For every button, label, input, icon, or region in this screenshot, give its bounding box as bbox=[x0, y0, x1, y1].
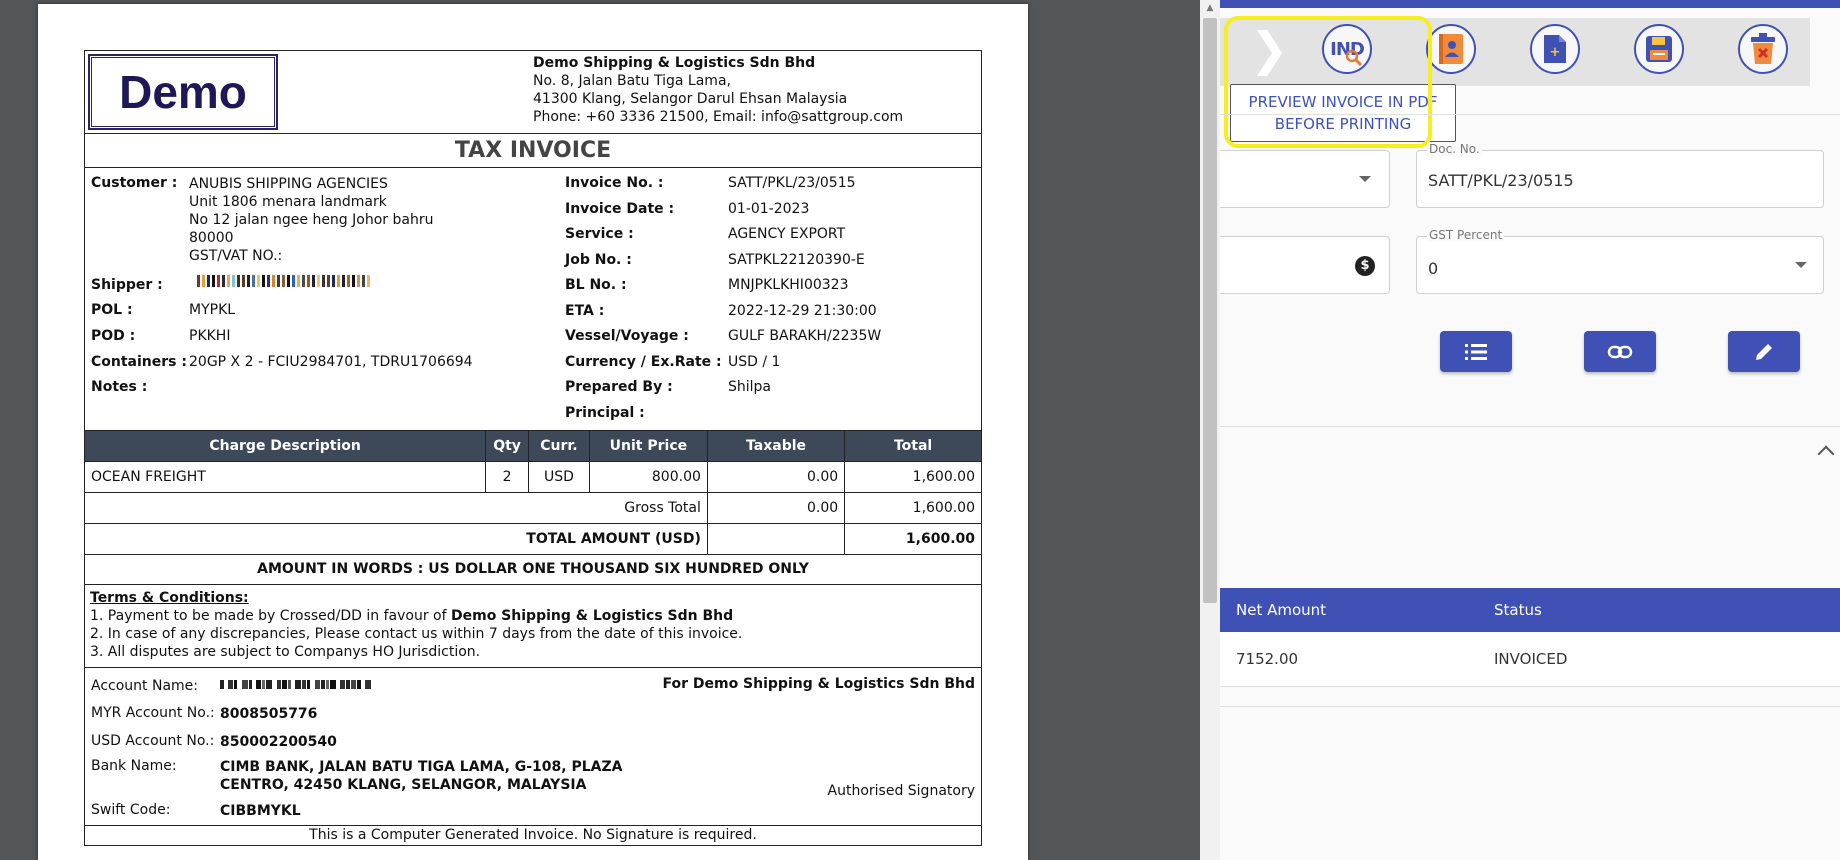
column-header: Total bbox=[845, 431, 981, 462]
svg-text:+: + bbox=[1549, 45, 1561, 60]
invoice-no-label: Invoice No. : bbox=[565, 175, 664, 191]
link-button[interactable] bbox=[1584, 331, 1656, 372]
doc-no-field[interactable] bbox=[1416, 142, 1824, 208]
total-amount-value: 1,600.00 bbox=[845, 524, 981, 555]
swift-code-label: Swift Code: bbox=[91, 802, 171, 818]
pol-label: POL : bbox=[91, 302, 133, 318]
customer-line: ANUBIS SHIPPING AGENCIES bbox=[189, 176, 388, 192]
gst-percent-label: GST Percent bbox=[1429, 228, 1503, 242]
principal-label: Principal : bbox=[565, 405, 645, 421]
edit-button[interactable] bbox=[1728, 331, 1800, 372]
column-header: Curr. bbox=[528, 431, 589, 462]
terms-line-company: Demo Shipping & Logistics Sdn Bhd bbox=[451, 608, 734, 624]
doc-no-value: SATT/PKL/23/0515 bbox=[1428, 171, 1574, 190]
status-cell: INVOICED bbox=[1494, 650, 1568, 668]
charge-total: 1,600.00 bbox=[845, 462, 981, 493]
terms-and-conditions bbox=[85, 585, 981, 668]
new-file-icon bbox=[1542, 33, 1568, 65]
eta-value: 2022-12-29 21:30:00 bbox=[728, 303, 877, 319]
pdf-page bbox=[38, 4, 1028, 860]
prepared-by-label: Prepared By : bbox=[565, 379, 673, 395]
shipper-redacted bbox=[197, 275, 370, 287]
scroll-up-arrow-icon[interactable]: ▲ bbox=[1206, 3, 1214, 13]
invoice-details bbox=[85, 168, 981, 431]
job-no-value: SATPKL22120390-E bbox=[728, 252, 865, 268]
divider bbox=[1220, 706, 1840, 707]
dropdown-arrow-icon bbox=[1359, 176, 1371, 182]
highlight-annotation bbox=[1224, 16, 1432, 148]
customer-line: GST/VAT NO.: bbox=[189, 248, 283, 264]
charge-unit-price: 800.00 bbox=[589, 462, 707, 493]
invoice-app-pane bbox=[1220, 0, 1840, 860]
gross-total-row bbox=[85, 493, 981, 524]
job-no-label: Job No. : bbox=[565, 252, 632, 268]
company-name: Demo Shipping & Logistics Sdn Bhd bbox=[533, 55, 816, 71]
new-document-button[interactable] bbox=[1530, 24, 1580, 74]
bank-details bbox=[85, 668, 981, 826]
gross-total: 1,600.00 bbox=[845, 493, 981, 524]
pdf-scrollbar[interactable] bbox=[1200, 0, 1220, 860]
vessel-voyage-value: GULF BARAKH/2235W bbox=[728, 328, 882, 344]
eta-label: ETA : bbox=[565, 303, 605, 319]
account-name-label: Account Name: bbox=[91, 678, 198, 694]
notes-label: Notes : bbox=[91, 379, 148, 395]
swift-code-value: CIBBMYKL bbox=[220, 803, 301, 819]
gross-total-label: Gross Total bbox=[85, 493, 707, 524]
gst-percent-value: 0 bbox=[1428, 259, 1439, 278]
results-table-header bbox=[1220, 588, 1840, 632]
pencil-icon bbox=[1753, 341, 1775, 363]
tooltip-line: PREVIEW INVOICE IN PDF bbox=[1248, 93, 1438, 111]
authorised-signatory: Authorised Signatory bbox=[827, 783, 975, 799]
dollar-icon: $ bbox=[1355, 256, 1375, 276]
bl-no-label: BL No. : bbox=[565, 277, 627, 293]
customer-value bbox=[189, 175, 433, 265]
gst-percent-select[interactable] bbox=[1416, 228, 1824, 294]
invoice-title: TAX INVOICE bbox=[85, 134, 981, 168]
doc-no-label: Doc. No. bbox=[1429, 142, 1480, 156]
ind-label: IND bbox=[1330, 38, 1364, 60]
bank-name-line: CIMB BANK, JALAN BATU TIGA LAMA, G-108, PLAZA bbox=[220, 759, 623, 775]
total-empty-cell bbox=[707, 524, 844, 555]
chevron-right-icon[interactable]: ❯ bbox=[1250, 22, 1289, 76]
pol-value: MYPKL bbox=[189, 302, 236, 318]
terms-title: Terms & Conditions: bbox=[90, 590, 249, 606]
service-label: Service : bbox=[565, 226, 634, 242]
delete-button[interactable] bbox=[1738, 24, 1788, 74]
customer-line: Unit 1806 menara landmark bbox=[189, 194, 387, 210]
charge-description: OCEAN FREIGHT bbox=[85, 462, 486, 493]
divider bbox=[1220, 426, 1840, 427]
column-header: Unit Price bbox=[589, 431, 707, 462]
bank-name-line: CENTRO, 42450 KLANG, SELANGOR, MALAYSIA bbox=[220, 777, 587, 793]
net-amount-cell: 7152.00 bbox=[1236, 650, 1299, 668]
shipper-label: Shipper : bbox=[91, 277, 163, 293]
contact-book-icon bbox=[1436, 32, 1466, 66]
total-amount-row bbox=[85, 524, 981, 555]
list-button[interactable] bbox=[1440, 331, 1512, 372]
gross-taxable: 0.00 bbox=[707, 493, 844, 524]
save-button[interactable] bbox=[1634, 24, 1684, 74]
amount-field[interactable] bbox=[1220, 236, 1390, 294]
app-top-bar bbox=[1220, 0, 1840, 8]
customer-line: No 12 jalan ngee heng Johor bahru bbox=[189, 212, 434, 228]
charge-qty: 2 bbox=[486, 462, 529, 493]
invoice-header bbox=[85, 51, 981, 134]
prepared-by-value: Shilpa bbox=[728, 379, 772, 395]
currency-label: Currency / Ex.Rate : bbox=[565, 354, 722, 370]
pod-label: POD : bbox=[91, 328, 136, 344]
terms-line bbox=[90, 607, 976, 625]
bank-name-value bbox=[220, 758, 622, 794]
list-icon bbox=[1464, 342, 1488, 362]
for-company: For Demo Shipping & Logistics Sdn Bhd bbox=[662, 676, 975, 692]
charge-row bbox=[85, 462, 981, 493]
customer-label: Customer : bbox=[91, 175, 178, 191]
company-logo: Demo bbox=[88, 54, 278, 130]
invoice-date-label: Invoice Date : bbox=[565, 201, 675, 217]
usd-account-label: USD Account No.: bbox=[91, 733, 215, 749]
account-name-redacted bbox=[220, 680, 371, 689]
column-header: Status bbox=[1494, 601, 1542, 619]
company-address-line: 41300 Klang, Selangor Darul Ehsan Malaysia bbox=[533, 91, 848, 107]
save-disk-icon bbox=[1644, 34, 1674, 64]
containers-value: 20GP X 2 - FCIU2984701, TDRU1706694 bbox=[189, 354, 473, 370]
pod-value: PKKHI bbox=[189, 328, 231, 344]
company-address-block bbox=[533, 54, 903, 126]
tax-invoice bbox=[84, 50, 982, 846]
vessel-voyage-label: Vessel/Voyage : bbox=[565, 328, 689, 344]
column-header: Charge Description bbox=[85, 431, 486, 462]
contact-card-button[interactable] bbox=[1426, 24, 1476, 74]
computer-generated-note: This is a Computer Generated Invoice. No Signature is required. bbox=[309, 827, 757, 843]
tooltip-line: BEFORE PRINTING bbox=[1274, 115, 1412, 133]
table-row[interactable] bbox=[1220, 632, 1840, 687]
terms-line-text: 1. Payment to be made by Crossed/DD in favour of bbox=[90, 608, 451, 624]
invoice-no-value: SATT/PKL/23/0515 bbox=[728, 175, 856, 191]
column-header: Taxable bbox=[707, 431, 844, 462]
scrollbar-thumb[interactable] bbox=[1203, 18, 1217, 603]
select-field[interactable] bbox=[1220, 150, 1390, 208]
dropdown-arrow-icon bbox=[1795, 262, 1807, 268]
usd-account-value: 850002200540 bbox=[220, 734, 337, 750]
link-icon bbox=[1607, 344, 1633, 360]
charge-currency: USD bbox=[528, 462, 589, 493]
charges-table bbox=[85, 431, 981, 555]
column-header: Qty bbox=[486, 431, 529, 462]
charge-taxable: 0.00 bbox=[707, 462, 844, 493]
bl-no-value: MNJPKLKHI00323 bbox=[728, 277, 849, 293]
company-address-line: No. 8, Jalan Batu Tiga Lama, bbox=[533, 73, 731, 89]
chevron-up-icon[interactable] bbox=[1818, 446, 1835, 463]
bank-name-label: Bank Name: bbox=[91, 758, 177, 774]
service-value: AGENCY EXPORT bbox=[728, 226, 846, 242]
total-amount-label: TOTAL AMOUNT (USD) bbox=[85, 524, 707, 555]
terms-line: 2. In case of any discrepancies, Please contact us within 7 days from the date of this invoice. bbox=[90, 626, 743, 642]
trash-icon bbox=[1748, 32, 1778, 66]
invoice-date-value: 01-01-2023 bbox=[728, 201, 810, 217]
containers-label: Containers : bbox=[91, 354, 187, 370]
currency-value: USD / 1 bbox=[728, 354, 781, 370]
customer-line: 80000 bbox=[189, 230, 234, 246]
myr-account-value: 8008505776 bbox=[220, 706, 318, 722]
divider bbox=[1220, 114, 1840, 115]
charges-header-row bbox=[85, 431, 981, 462]
terms-line: 3. All disputes are subject to Companys HO Jurisdiction. bbox=[90, 644, 481, 660]
company-contact: Phone: +60 3336 21500, Email: info@sattgroup.com bbox=[533, 109, 904, 125]
column-header: Net Amount bbox=[1236, 601, 1327, 619]
myr-account-label: MYR Account No.: bbox=[91, 705, 215, 721]
amount-in-words: AMOUNT IN WORDS : US DOLLAR ONE THOUSAND SIX HUNDRED ONLY bbox=[85, 555, 981, 585]
